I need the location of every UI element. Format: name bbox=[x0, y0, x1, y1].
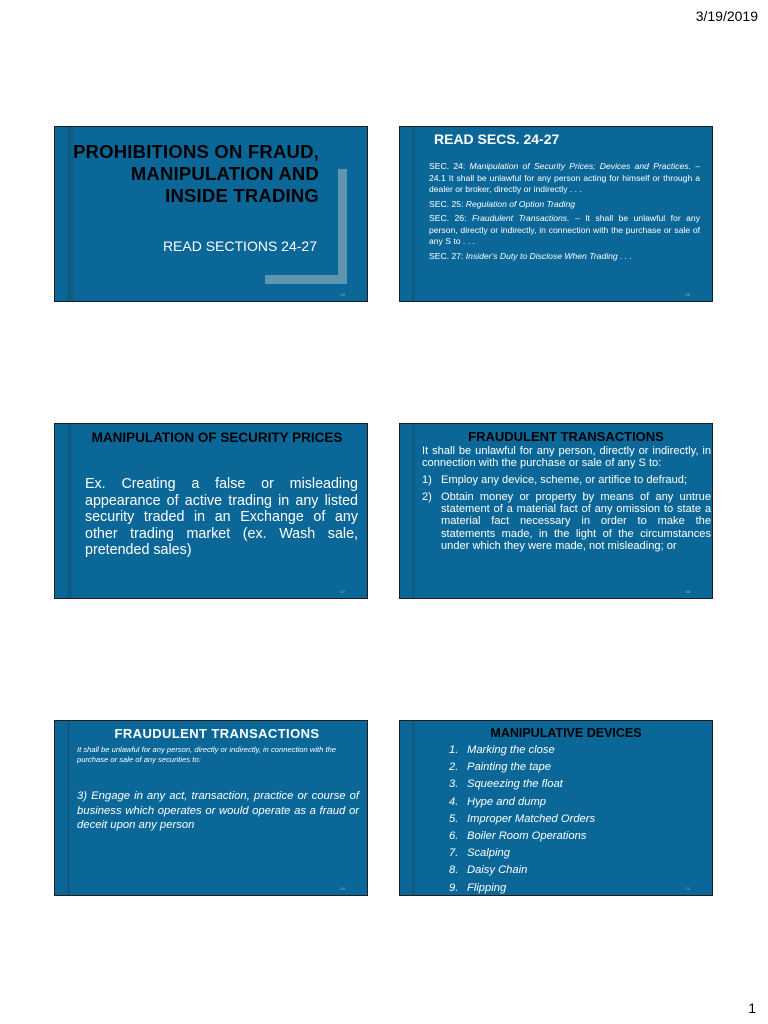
slide-number: 67 bbox=[340, 589, 345, 594]
slide-stripe bbox=[412, 127, 415, 301]
slide-fraudulent-transactions-1 bbox=[399, 423, 713, 599]
slide-title: PROHIBITIONS ON FRAUD, MANIPULATION AND INSIDE TRADING bbox=[73, 141, 319, 206]
slide-number: 65 bbox=[340, 292, 345, 297]
slide-read-secs bbox=[399, 126, 713, 302]
list-item: 4. Hype and dump bbox=[449, 795, 546, 808]
print-date: 3/19/2019 bbox=[695, 8, 758, 24]
list-item: 5. Improper Matched Orders bbox=[449, 812, 596, 825]
slide-title: FRAUDULENT TRANSACTIONS bbox=[468, 429, 664, 444]
slide-body: 3) Engage in any act, transaction, practice or course of business which operates or would operate as a fraud or deceit upon any person bbox=[77, 790, 359, 832]
page-number: 1 bbox=[748, 1000, 756, 1016]
slide-body bbox=[429, 161, 700, 265]
sec-24-paragraph: SEC. 24: Manipulation of Security Prices; Devices and Practices. – 24.1 It shall be unlawful for any person acting for himself or through a dealer or broker, directly or indirectly . . . bbox=[429, 161, 700, 194]
list-item: 8. Daisy Chain bbox=[449, 864, 528, 877]
slide-number: 68 bbox=[685, 589, 690, 594]
slide-title: FRAUDULENT TRANSACTIONS bbox=[114, 726, 320, 741]
list-item: 7. Scalping bbox=[449, 847, 510, 860]
slide-manipulation-prices bbox=[54, 423, 368, 599]
decorative-bracket-horizontal bbox=[265, 275, 347, 284]
slide-manipulative-devices bbox=[399, 720, 713, 896]
slide-title: READ SECS. 24-27 bbox=[434, 131, 560, 147]
sec-27-paragraph: SEC. 27: Insider's Duty to Disclose When Trading . . . bbox=[429, 250, 633, 261]
list-item: 3. Squeezing the float bbox=[449, 778, 563, 791]
list-item: 1. Marking the close bbox=[449, 744, 555, 756]
slide-stripe bbox=[412, 721, 415, 895]
slide-subtitle: READ SECTIONS 24-27 bbox=[162, 238, 317, 254]
slide-fraudulent-transactions-2 bbox=[54, 720, 368, 896]
devices-list bbox=[449, 742, 595, 896]
slide-intro: It shall be unlawful for any person, directly or indirectly, in connection with the purchase or sale of any securities to: bbox=[77, 745, 337, 764]
decorative-bracket-vertical bbox=[338, 169, 347, 284]
slide-prohibitions bbox=[54, 126, 368, 302]
slide-intro: It shall be unlawful for any person, directly or indirectly, in connection with the purchase or sale of any S to: bbox=[422, 445, 711, 470]
list-item: 9. Flipping bbox=[449, 881, 507, 894]
list-item: 6. Boiler Room Operations bbox=[449, 830, 587, 843]
slide-number: 69 bbox=[340, 886, 345, 891]
slide-title: MANIPULATION OF SECURITY PRICES bbox=[91, 430, 343, 445]
slide-number: 70 bbox=[685, 886, 690, 891]
list-item: 1) Employ any device, scheme, or artifice to defraud; bbox=[422, 473, 688, 486]
slide-stripe bbox=[412, 424, 415, 598]
sec-25-paragraph: SEC. 25: Regulation of Option Trading bbox=[429, 198, 576, 209]
slide-body bbox=[422, 445, 711, 557]
slide-number: 66 bbox=[685, 292, 690, 297]
sec-26-paragraph: SEC. 26: Fraudulent Transactions. – It shall be unlawful for any person, directly or indirectly, in connection with the purchase or sale of any S to . . . bbox=[429, 213, 701, 246]
list-item: 2) Obtain money or property by means of any untrue statement of a material fact of any omission to state a material fact necessary in order to make the statements made, in the light of the circumstances under which they were made, not misleading; or bbox=[422, 490, 711, 553]
slide-stripe bbox=[67, 424, 72, 598]
slide-body: Ex. Creating a false or misleading appearance of active trading in any listed security traded in an Exchange of any other trading market (ex. Wash sale, pretended sales) bbox=[85, 476, 358, 559]
list-item: 2. Painting the tape bbox=[449, 761, 551, 774]
slide-stripe bbox=[67, 721, 70, 895]
slide-title: MANIPULATIVE DEVICES bbox=[490, 726, 642, 740]
